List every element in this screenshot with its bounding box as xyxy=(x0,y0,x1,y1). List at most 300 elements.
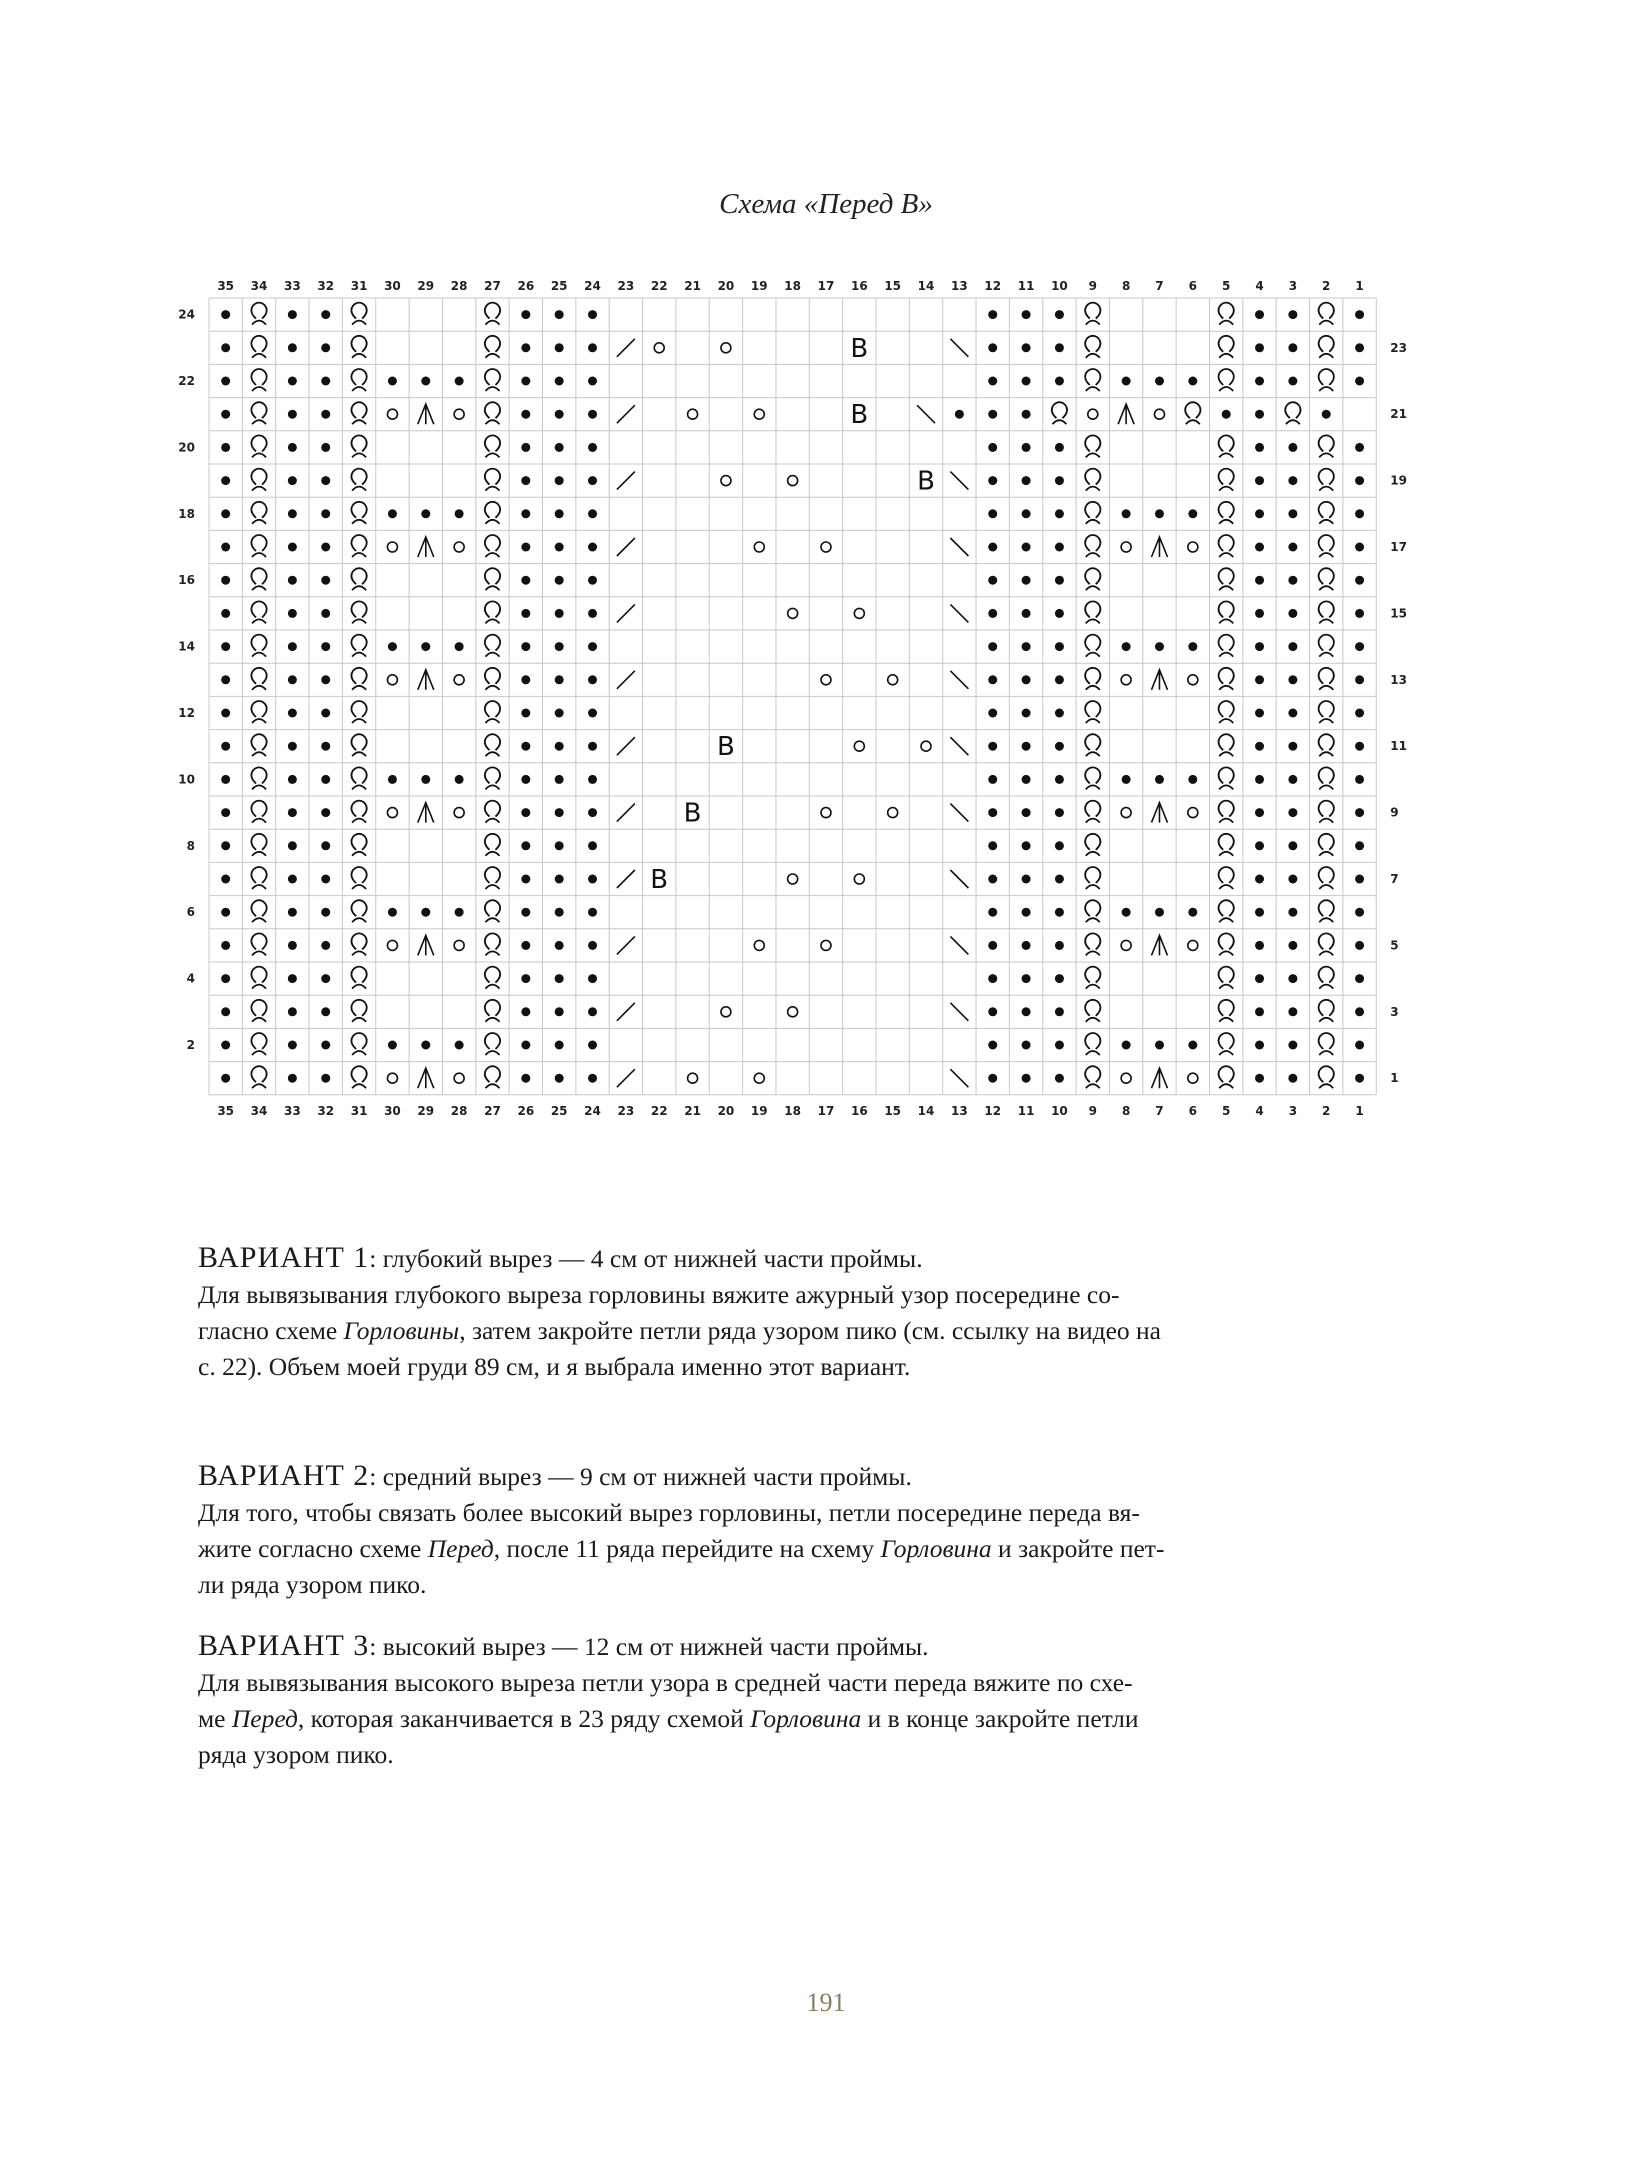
twisted-stitch-symbol xyxy=(1219,933,1234,955)
yarn-over-symbol xyxy=(888,808,898,818)
double-decrease-symbol xyxy=(418,670,434,690)
row-number-right: 13 xyxy=(1390,672,1407,687)
column-number-bottom: 33 xyxy=(284,1103,301,1118)
purl-dot-symbol xyxy=(221,642,230,651)
yarn-over-symbol xyxy=(1188,1073,1198,1083)
twisted-stitch-symbol xyxy=(251,900,266,922)
purl-dot-symbol xyxy=(288,543,297,552)
twisted-stitch-symbol xyxy=(1085,801,1100,823)
twisted-stitch-symbol xyxy=(251,967,266,989)
twisted-stitch-symbol xyxy=(1085,568,1100,590)
column-number-top: 35 xyxy=(217,279,235,293)
yarn-over-symbol xyxy=(688,409,698,419)
purl-dot-symbol xyxy=(988,941,997,950)
variant-3 xyxy=(198,1628,1378,1773)
purl-dot-symbol xyxy=(1288,576,1297,585)
twisted-stitch-symbol xyxy=(1319,933,1334,955)
purl-dot-symbol xyxy=(555,509,564,518)
yarn-over-symbol xyxy=(1121,1073,1131,1083)
twisted-stitch-symbol xyxy=(1219,601,1234,623)
purl-dot-symbol xyxy=(455,1041,464,1050)
purl-dot-symbol xyxy=(1355,343,1364,352)
purl-dot-symbol xyxy=(1255,543,1264,552)
twisted-stitch-symbol xyxy=(1319,601,1334,623)
purl-dot-symbol xyxy=(221,576,230,585)
twisted-stitch-symbol xyxy=(351,336,366,358)
row-number-right: 7 xyxy=(1390,872,1399,886)
twisted-stitch-symbol xyxy=(351,402,366,424)
column-number-bottom: 14 xyxy=(917,1103,935,1118)
purl-dot-symbol xyxy=(288,310,297,319)
purl-dot-symbol xyxy=(988,808,997,817)
purl-dot-symbol xyxy=(988,908,997,917)
twisted-stitch-symbol xyxy=(351,568,366,590)
twisted-stitch-symbol xyxy=(351,1000,366,1022)
twisted-stitch-symbol xyxy=(251,767,266,789)
purl-dot-symbol xyxy=(555,742,564,751)
purl-dot-symbol xyxy=(288,343,297,352)
column-number-top: 13 xyxy=(951,279,968,293)
purl-dot-symbol xyxy=(1355,974,1364,983)
column-number-bottom: 19 xyxy=(750,1103,768,1118)
purl-dot-symbol xyxy=(1055,1007,1064,1016)
row-number-right: 11 xyxy=(1390,739,1407,754)
yarn-over-symbol xyxy=(821,675,831,685)
row-number-right: 19 xyxy=(1390,473,1407,488)
purl-dot-symbol xyxy=(1055,576,1064,585)
purl-dot-symbol xyxy=(1022,1041,1031,1050)
purl-dot-symbol xyxy=(1022,310,1031,319)
twisted-stitch-symbol xyxy=(1219,701,1234,723)
twisted-stitch-symbol xyxy=(1319,303,1334,325)
twisted-stitch-symbol xyxy=(1319,1033,1334,1055)
purl-dot-symbol xyxy=(588,310,597,319)
twisted-stitch-symbol xyxy=(1319,900,1334,922)
column-number-top: 5 xyxy=(1221,279,1231,293)
twisted-stitch-symbol xyxy=(351,1066,366,1088)
purl-dot-symbol xyxy=(1255,576,1264,585)
row-number-left: 10 xyxy=(178,772,195,787)
purl-dot-symbol xyxy=(1055,742,1064,751)
purl-dot-symbol xyxy=(555,543,564,552)
column-number-top: 8 xyxy=(1121,279,1131,293)
purl-dot-symbol xyxy=(288,974,297,983)
twisted-stitch-symbol xyxy=(1219,900,1234,922)
purl-dot-symbol xyxy=(1255,1007,1264,1016)
purl-dot-symbol xyxy=(588,941,597,950)
purl-dot-symbol xyxy=(588,974,597,983)
purl-dot-symbol xyxy=(1288,875,1297,884)
decrease-right-symbol xyxy=(617,671,635,689)
variant-1-line-1: Для вывязывания глубокого выреза горловины вяжите ажурный узор посередине со- xyxy=(198,1280,1120,1309)
purl-dot-symbol xyxy=(1255,742,1264,751)
yarn-over-symbol xyxy=(788,476,798,486)
column-number-top: 12 xyxy=(984,279,1002,293)
purl-dot-symbol xyxy=(288,609,297,618)
column-number-bottom: 7 xyxy=(1155,1103,1164,1118)
twisted-stitch-symbol xyxy=(251,801,266,823)
bobble-symbol: B xyxy=(717,732,735,763)
column-number-top: 26 xyxy=(517,279,535,293)
twisted-stitch-symbol xyxy=(251,435,266,457)
purl-dot-symbol xyxy=(1355,908,1364,917)
twisted-stitch-symbol xyxy=(485,900,500,922)
twisted-stitch-symbol xyxy=(351,1033,366,1055)
purl-dot-symbol xyxy=(1288,1041,1297,1050)
purl-dot-symbol xyxy=(1055,476,1064,485)
purl-dot-symbol xyxy=(1255,509,1264,518)
variant-3-line-3: ряда узором пико. xyxy=(198,1740,394,1769)
purl-dot-symbol xyxy=(1255,476,1264,485)
purl-dot-symbol xyxy=(221,476,230,485)
twisted-stitch-symbol xyxy=(485,834,500,856)
purl-dot-symbol xyxy=(988,841,997,850)
purl-dot-symbol xyxy=(288,941,297,950)
purl-dot-symbol xyxy=(1055,709,1064,718)
decrease-left-symbol xyxy=(950,604,968,622)
twisted-stitch-symbol xyxy=(485,336,500,358)
twisted-stitch-symbol xyxy=(1219,369,1234,391)
double-decrease-symbol xyxy=(1151,670,1167,690)
purl-dot-symbol xyxy=(1255,908,1264,917)
purl-dot-symbol xyxy=(321,642,330,651)
yarn-over-symbol xyxy=(1188,675,1198,685)
purl-dot-symbol xyxy=(321,841,330,850)
twisted-stitch-symbol xyxy=(1219,734,1234,756)
column-number-bottom: 35 xyxy=(217,1103,235,1118)
purl-dot-symbol xyxy=(988,310,997,319)
purl-dot-symbol xyxy=(1355,775,1364,784)
column-number-bottom: 17 xyxy=(817,1103,835,1118)
purl-dot-symbol xyxy=(1288,343,1297,352)
yarn-over-symbol xyxy=(788,608,798,618)
column-number-top: 4 xyxy=(1255,279,1264,293)
twisted-stitch-symbol xyxy=(351,867,366,889)
purl-dot-symbol xyxy=(221,974,230,983)
purl-dot-symbol xyxy=(588,1041,597,1050)
twisted-stitch-symbol xyxy=(251,933,266,955)
twisted-stitch-symbol xyxy=(251,303,266,325)
double-decrease-symbol xyxy=(418,1068,434,1088)
purl-dot-symbol xyxy=(288,1007,297,1016)
yarn-over-symbol xyxy=(1188,808,1198,818)
twisted-stitch-symbol xyxy=(251,867,266,889)
purl-dot-symbol xyxy=(521,1074,530,1083)
purl-dot-symbol xyxy=(988,543,997,552)
column-number-top: 14 xyxy=(917,279,935,293)
yarn-over-symbol xyxy=(454,409,464,419)
twisted-stitch-symbol xyxy=(1219,336,1234,358)
twisted-stitch-symbol xyxy=(351,701,366,723)
yarn-over-symbol xyxy=(788,1007,798,1017)
purl-dot-symbol xyxy=(1022,709,1031,718)
purl-dot-symbol xyxy=(1355,642,1364,651)
purl-dot-symbol xyxy=(288,476,297,485)
column-number-bottom: 20 xyxy=(717,1103,735,1118)
twisted-stitch-symbol xyxy=(251,568,266,590)
yarn-over-symbol xyxy=(454,675,464,685)
purl-dot-symbol xyxy=(1255,675,1264,684)
decrease-right-symbol xyxy=(617,1069,635,1087)
purl-dot-symbol xyxy=(288,808,297,817)
twisted-stitch-symbol xyxy=(251,601,266,623)
twisted-stitch-symbol xyxy=(1319,767,1334,789)
column-number-top: 11 xyxy=(1017,279,1035,293)
twisted-stitch-symbol xyxy=(1219,801,1234,823)
column-number-bottom: 10 xyxy=(1051,1103,1068,1118)
variant-1-line-2: гласно схеме Горловины, затем закройте петли ряда узором пико (см. ссылку на видео на xyxy=(198,1316,1161,1345)
purl-dot-symbol xyxy=(555,841,564,850)
chart-title: Схема «Перед В» xyxy=(719,188,933,220)
purl-dot-symbol xyxy=(221,742,230,751)
purl-dot-symbol xyxy=(321,410,330,419)
twisted-stitch-symbol xyxy=(351,734,366,756)
twisted-stitch-symbol xyxy=(351,668,366,690)
row-number-left: 14 xyxy=(178,639,195,654)
purl-dot-symbol xyxy=(588,742,597,751)
twisted-stitch-symbol xyxy=(1319,535,1334,557)
column-number-top: 29 xyxy=(417,279,435,293)
variant-2-heading xyxy=(198,1458,1378,1495)
twisted-stitch-symbol xyxy=(1219,535,1234,557)
decrease-right-symbol xyxy=(617,936,635,954)
twisted-stitch-symbol xyxy=(485,668,500,690)
purl-dot-symbol xyxy=(421,642,430,651)
purl-dot-symbol xyxy=(1355,1074,1364,1083)
yarn-over-symbol xyxy=(788,874,798,884)
purl-dot-symbol xyxy=(588,642,597,651)
yarn-over-symbol xyxy=(888,675,898,685)
decrease-left-symbol xyxy=(950,1003,968,1021)
purl-dot-symbol xyxy=(955,410,964,419)
yarn-over-symbol xyxy=(921,741,931,751)
yarn-over-symbol xyxy=(454,940,464,950)
purl-dot-symbol xyxy=(1288,443,1297,452)
purl-dot-symbol xyxy=(1022,841,1031,850)
purl-dot-symbol xyxy=(988,609,997,618)
column-number-top: 16 xyxy=(850,279,868,293)
purl-dot-symbol xyxy=(521,709,530,718)
purl-dot-symbol xyxy=(1355,709,1364,718)
purl-dot-symbol xyxy=(321,576,330,585)
purl-dot-symbol xyxy=(1022,576,1031,585)
purl-dot-symbol xyxy=(1055,377,1064,386)
purl-dot-symbol xyxy=(988,675,997,684)
decrease-right-symbol xyxy=(617,405,635,423)
purl-dot-symbol xyxy=(555,709,564,718)
purl-dot-symbol xyxy=(321,941,330,950)
purl-dot-symbol xyxy=(1022,609,1031,618)
twisted-stitch-symbol xyxy=(351,535,366,557)
purl-dot-symbol xyxy=(988,1007,997,1016)
purl-dot-symbol xyxy=(1155,908,1164,917)
twisted-stitch-symbol xyxy=(251,469,266,491)
column-number-bottom: 1 xyxy=(1355,1103,1364,1118)
purl-dot-symbol xyxy=(455,377,464,386)
purl-dot-symbol xyxy=(321,875,330,884)
purl-dot-symbol xyxy=(588,1007,597,1016)
double-decrease-symbol xyxy=(1118,404,1134,424)
purl-dot-symbol xyxy=(455,642,464,651)
purl-dot-symbol xyxy=(1055,841,1064,850)
purl-dot-symbol xyxy=(521,543,530,552)
purl-dot-symbol xyxy=(1288,775,1297,784)
purl-dot-symbol xyxy=(588,543,597,552)
twisted-stitch-symbol xyxy=(1085,933,1100,955)
purl-dot-symbol xyxy=(588,875,597,884)
purl-dot-symbol xyxy=(1055,642,1064,651)
purl-dot-symbol xyxy=(1288,974,1297,983)
purl-dot-symbol xyxy=(555,410,564,419)
twisted-stitch-symbol xyxy=(251,834,266,856)
twisted-stitch-symbol xyxy=(1085,601,1100,623)
purl-dot-symbol xyxy=(321,377,330,386)
purl-dot-symbol xyxy=(1122,509,1131,518)
purl-dot-symbol xyxy=(1355,377,1364,386)
yarn-over-symbol xyxy=(454,808,464,818)
purl-dot-symbol xyxy=(1355,310,1364,319)
decrease-left-symbol xyxy=(950,870,968,888)
column-number-bottom: 32 xyxy=(317,1103,335,1118)
twisted-stitch-symbol xyxy=(485,369,500,391)
purl-dot-symbol xyxy=(1255,609,1264,618)
twisted-stitch-symbol xyxy=(351,900,366,922)
row-number-left: 16 xyxy=(178,573,195,588)
column-number-bottom: 9 xyxy=(1088,1103,1097,1118)
twisted-stitch-symbol xyxy=(351,601,366,623)
double-decrease-symbol xyxy=(1151,803,1167,823)
purl-dot-symbol xyxy=(521,1041,530,1050)
purl-dot-symbol xyxy=(1355,941,1364,950)
purl-dot-symbol xyxy=(1255,343,1264,352)
purl-dot-symbol xyxy=(388,908,397,917)
page-number: 191 xyxy=(806,1988,846,2017)
purl-dot-symbol xyxy=(421,377,430,386)
row-number-right: 1 xyxy=(1390,1071,1399,1086)
column-number-top: 18 xyxy=(784,279,801,293)
purl-dot-symbol xyxy=(388,377,397,386)
twisted-stitch-symbol xyxy=(351,801,366,823)
purl-dot-symbol xyxy=(555,377,564,386)
row-number-right: 9 xyxy=(1390,805,1399,820)
decrease-right-symbol xyxy=(617,472,635,490)
purl-dot-symbol xyxy=(1022,1007,1031,1016)
twisted-stitch-symbol xyxy=(1319,734,1334,756)
purl-dot-symbol xyxy=(288,908,297,917)
purl-dot-symbol xyxy=(1022,642,1031,651)
purl-dot-symbol xyxy=(1288,841,1297,850)
twisted-stitch-symbol xyxy=(1319,435,1334,457)
purl-dot-symbol xyxy=(521,410,530,419)
purl-dot-symbol xyxy=(321,509,330,518)
yarn-over-symbol xyxy=(387,542,397,552)
variant-2-line-3: ли ряда узором пико. xyxy=(198,1570,427,1599)
purl-dot-symbol xyxy=(521,343,530,352)
yarn-over-symbol xyxy=(387,1073,397,1083)
twisted-stitch-symbol xyxy=(251,535,266,557)
twisted-stitch-symbol xyxy=(351,834,366,856)
purl-dot-symbol xyxy=(1255,377,1264,386)
purl-dot-symbol xyxy=(421,775,430,784)
twisted-stitch-symbol xyxy=(1085,336,1100,358)
purl-dot-symbol xyxy=(1188,509,1197,518)
purl-dot-symbol xyxy=(1022,377,1031,386)
purl-dot-symbol xyxy=(1255,875,1264,884)
purl-dot-symbol xyxy=(1055,443,1064,452)
twisted-stitch-symbol xyxy=(1319,502,1334,524)
twisted-stitch-symbol xyxy=(1085,834,1100,856)
purl-dot-symbol xyxy=(1055,343,1064,352)
purl-dot-symbol xyxy=(221,310,230,319)
purl-dot-symbol xyxy=(1055,509,1064,518)
column-number-top: 27 xyxy=(484,279,501,293)
purl-dot-symbol xyxy=(555,476,564,485)
yarn-over-symbol xyxy=(754,940,764,950)
purl-dot-symbol xyxy=(555,675,564,684)
yarn-over-symbol xyxy=(387,808,397,818)
twisted-stitch-symbol xyxy=(351,303,366,325)
purl-dot-symbol xyxy=(1255,709,1264,718)
purl-dot-symbol xyxy=(555,576,564,585)
twisted-stitch-symbol xyxy=(251,1000,266,1022)
purl-dot-symbol xyxy=(988,875,997,884)
column-number-top: 25 xyxy=(550,279,568,293)
purl-dot-symbol xyxy=(1355,742,1364,751)
yarn-over-symbol xyxy=(1121,808,1131,818)
column-number-top: 34 xyxy=(250,279,268,293)
column-number-bottom: 24 xyxy=(584,1103,601,1118)
purl-dot-symbol xyxy=(1022,742,1031,751)
twisted-stitch-symbol xyxy=(1219,668,1234,690)
purl-dot-symbol xyxy=(455,775,464,784)
purl-dot-symbol xyxy=(1322,410,1331,419)
twisted-stitch-symbol xyxy=(485,502,500,524)
bobble-symbol: B xyxy=(850,400,869,431)
column-number-bottom: 22 xyxy=(650,1103,668,1118)
column-number-top: 2 xyxy=(1322,279,1331,293)
variant-3-line-2: ме Перед, которая заканчивается в 23 ряду схемой Горловина и в конце закройте петли xyxy=(198,1704,1139,1733)
twisted-stitch-symbol xyxy=(485,568,500,590)
variant-3-line-1: Для вывязывания высокого выреза петли узора в средней части переда вяжите по схе- xyxy=(198,1668,1133,1697)
purl-dot-symbol xyxy=(321,609,330,618)
yarn-over-symbol xyxy=(754,409,764,419)
purl-dot-symbol xyxy=(1255,941,1264,950)
yarn-over-symbol xyxy=(454,1073,464,1083)
purl-dot-symbol xyxy=(555,343,564,352)
purl-dot-symbol xyxy=(1355,808,1364,817)
purl-dot-symbol xyxy=(1122,908,1131,917)
purl-dot-symbol xyxy=(221,775,230,784)
twisted-stitch-symbol xyxy=(485,402,500,424)
variant-2 xyxy=(198,1458,1378,1603)
variant-3-head: ВАРИАНТ 3 xyxy=(198,1629,370,1662)
variant-2-subtitle: : средний вырез — 9 см от нижней части проймы. xyxy=(369,1462,912,1491)
purl-dot-symbol xyxy=(288,410,297,419)
twisted-stitch-symbol xyxy=(1085,867,1100,889)
purl-dot-symbol xyxy=(321,808,330,817)
purl-dot-symbol xyxy=(588,808,597,817)
double-decrease-symbol xyxy=(1151,537,1167,557)
purl-dot-symbol xyxy=(288,841,297,850)
twisted-stitch-symbol xyxy=(1319,967,1334,989)
purl-dot-symbol xyxy=(588,709,597,718)
twisted-stitch-symbol xyxy=(1219,1000,1234,1022)
yarn-over-symbol xyxy=(387,409,397,419)
twisted-stitch-symbol xyxy=(1219,967,1234,989)
purl-dot-symbol xyxy=(1355,841,1364,850)
purl-dot-symbol xyxy=(221,1007,230,1016)
twisted-stitch-symbol xyxy=(1319,568,1334,590)
